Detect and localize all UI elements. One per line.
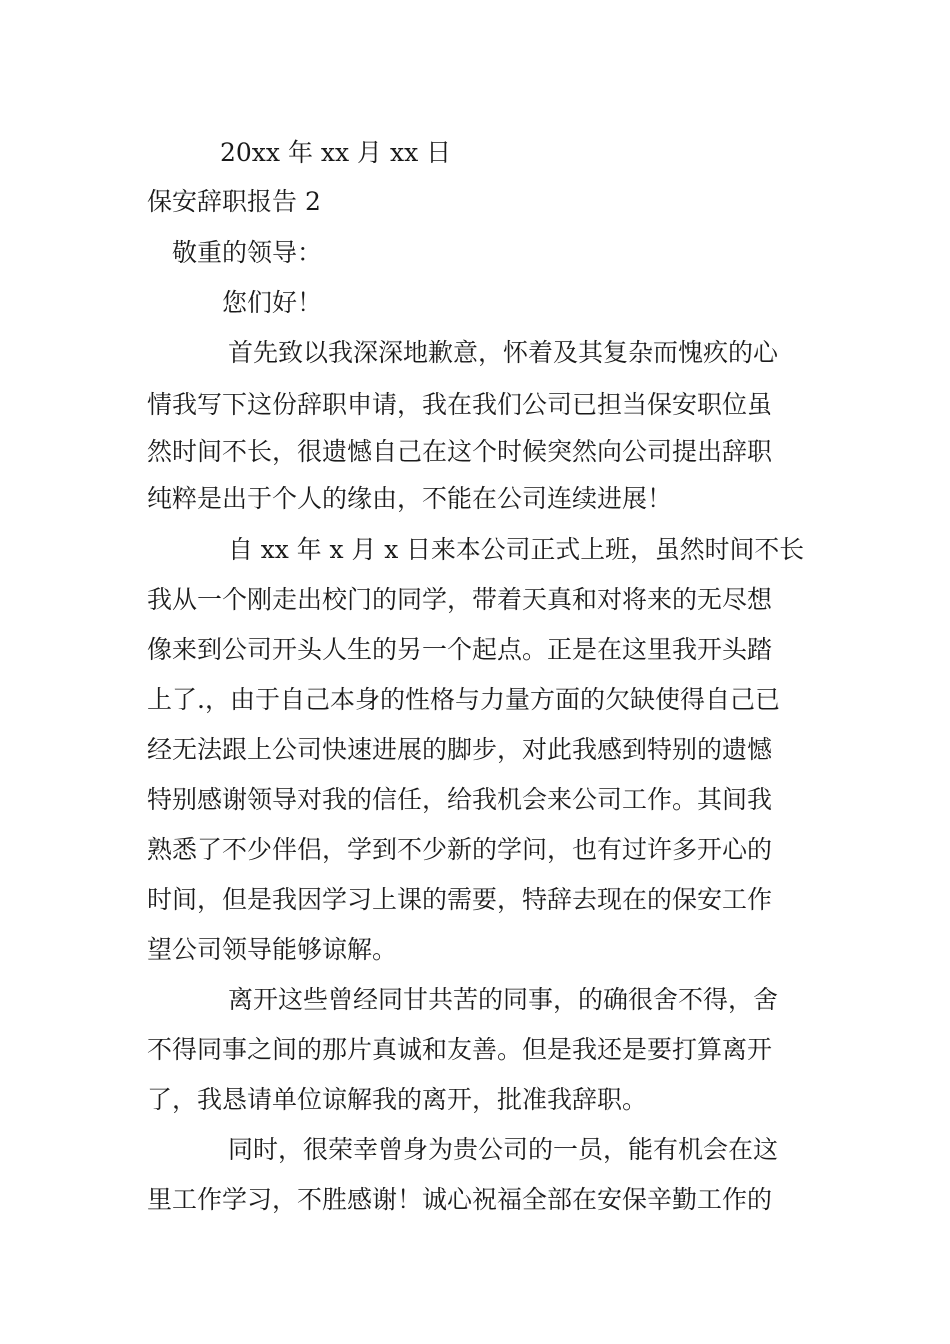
paragraph-line: 里工作学习，不胜感谢！诚心祝福全部在安保辛勤工作的 — [147, 1185, 773, 1214]
paragraph-line: 特别感谢领导对我的信任，给我机会来公司工作。其间我 — [147, 785, 773, 814]
section-title: 保安辞职报告 2 — [147, 187, 321, 216]
paragraph-line: 熟悉了不少伴侣，学到不少新的学问，也有过许多开心的 — [147, 835, 773, 864]
paragraph-line: 经无法跟上公司快速进展的脚步，对此我感到特别的遗憾 — [147, 735, 773, 764]
paragraph-line: 首先致以我深深地歉意，怀着及其复杂而愧疚的心 — [228, 338, 779, 367]
paragraph-line: 时间，但是我因学习上课的需要，特辞去现在的保安工作 — [147, 885, 773, 914]
paragraph-line: 纯粹是出于个人的缘由，不能在公司连续进展！ — [147, 484, 673, 513]
paragraph-line: 自 xx 年 x 月 x 日来本公司正式上班，虽然时间不长 — [228, 535, 805, 564]
salutation: 敬重的领导： — [172, 238, 323, 267]
paragraph-line: 同时，很荣幸曾身为贵公司的一员，能有机会在这 — [228, 1135, 779, 1164]
paragraph-line: 像来到公司开头人生的另一个起点。正是在这里我开头踏 — [147, 635, 773, 664]
paragraph-line: 望公司领导能够谅解。 — [147, 935, 398, 964]
paragraph-line: 不得同事之间的那片真诚和友善。但是我还是要打算离开 — [147, 1035, 773, 1064]
paragraph-line: 离开这些曾经同甘共苦的同事，的确很舍不得，舍 — [228, 985, 779, 1014]
greeting: 您们好！ — [222, 288, 323, 317]
date-line: 20xx 年 xx 月 xx 日 — [220, 138, 452, 167]
paragraph-line: 上了.，由于自己本身的性格与力量方面的欠缺使得自己已 — [147, 685, 780, 714]
paragraph-line: 了，我恳请单位谅解我的离开，批准我辞职。 — [147, 1085, 648, 1114]
paragraph-line: 我从一个刚走出校门的同学，带着天真和对将来的无尽想 — [147, 585, 773, 614]
paragraph-line: 然时间不长，很遗憾自己在这个时候突然向公司提出辞职 — [147, 437, 773, 466]
paragraph-line: 情我写下这份辞职申请，我在我们公司已担当保安职位虽 — [147, 390, 773, 419]
